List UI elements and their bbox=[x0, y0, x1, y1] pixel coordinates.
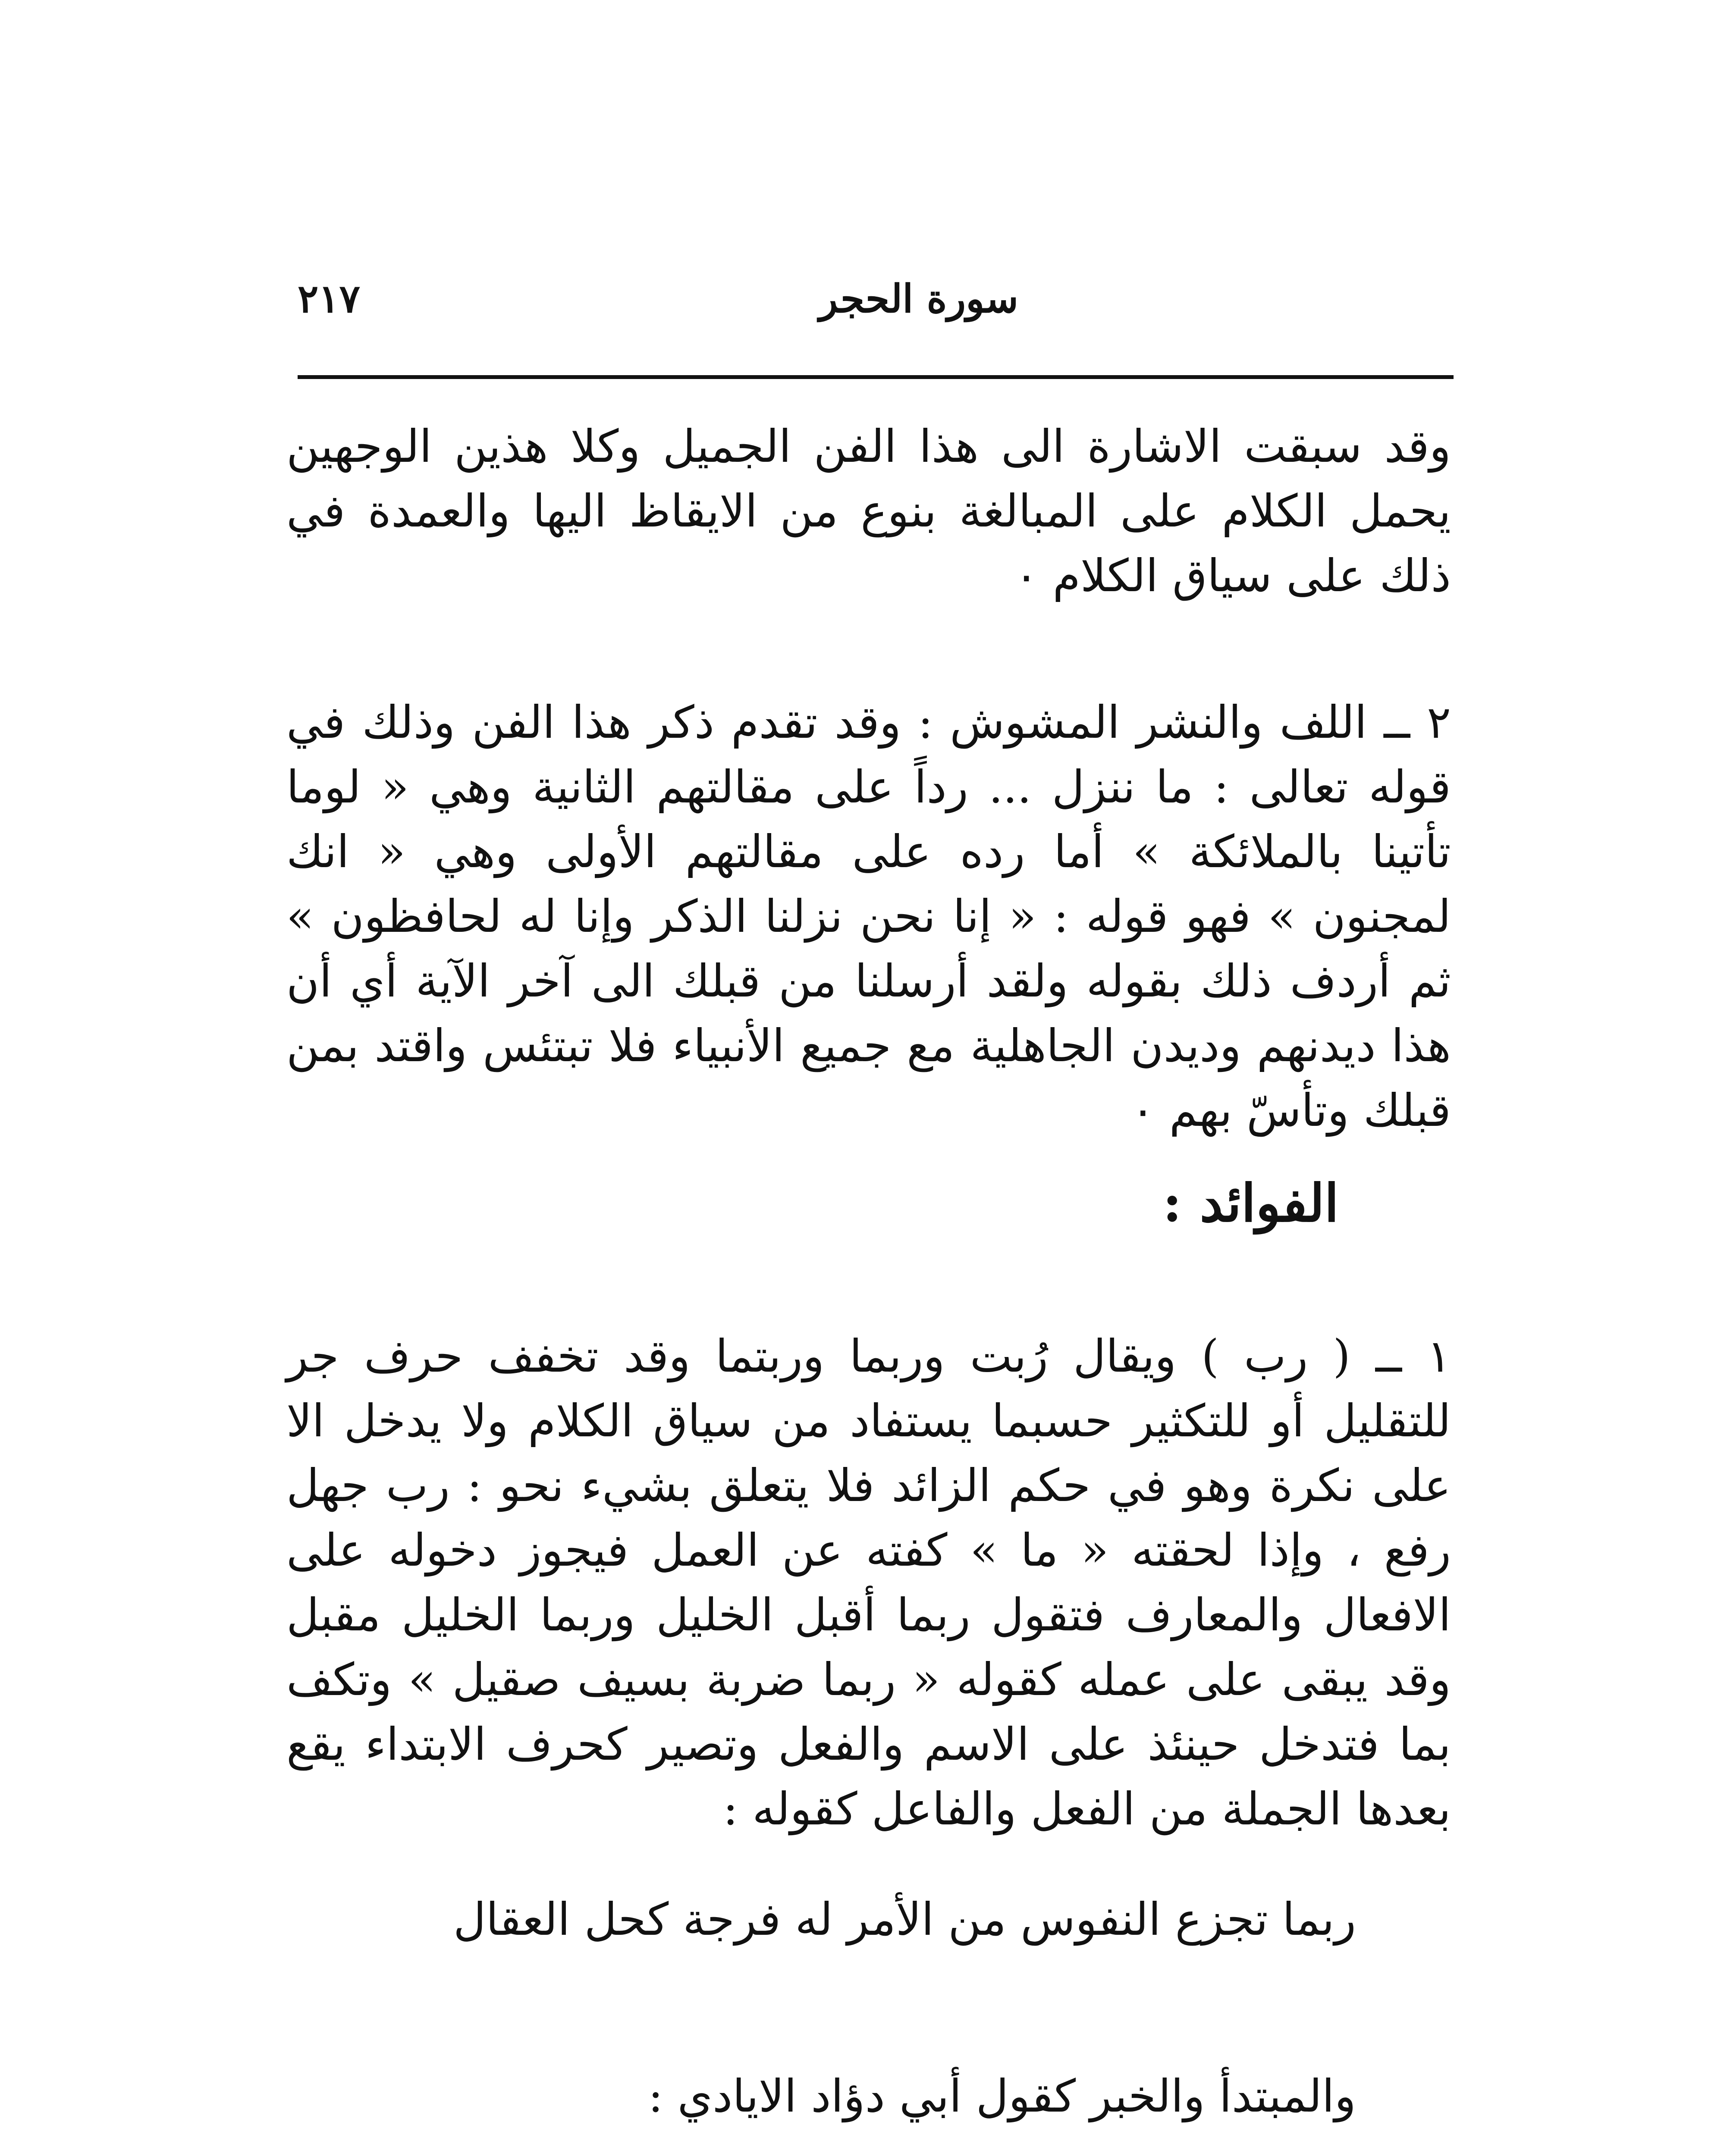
poetry-verse-1: ربما تجزع النفوس من الأمر له فرجة كحل العقال bbox=[453, 1893, 1356, 1946]
paragraph-rubba: ١ ــ ( رب ) ويقال رُبت وربما وربتما وقد تخفف حرف جر للتقليل أو للتكثير حسبما يستفاد من سياق الكلام ولا يدخل الا على نكرة وهو في حكم الزائد فلا يتعلق بشيء نحو : رب جهل رفع ، وإذا لحقته « ما » كفته عن العمل فيجوز دخوله على الافعال والمعارف فتقول ربما أقبل الخليل وربما الخليل مقبل وقد يبقى على عمله كقوله « ربما ضربة بسيف صقيل » وتكف بما فتدخل حينئذ على الاسم والفعل وتصير كحرف الابتداء يقع بعدها الجملة من الفعل والفاعل كقوله : bbox=[286, 1330, 1451, 1835]
verse-introduction: والمبتدأ والخبر كقول أبي دؤاد الايادي : bbox=[648, 2070, 1356, 2122]
page-header bbox=[298, 276, 1449, 332]
running-title: سورة الحجر bbox=[819, 276, 1019, 322]
page-number: ٢١٧ bbox=[298, 276, 361, 322]
header-rule bbox=[298, 375, 1454, 379]
section-heading-benefits: الفوائد : bbox=[1162, 1173, 1339, 1234]
paragraph-lafw-nashr: ٢ ــ اللف والنشر المشوش : وقد تقدم ذكر هذا الفن وذلك في قوله تعالى : ما ننزل ... رداً على مقالتهم الثانية وهي « لوما تأتينا بالملائكة » أما رده على مقالتهم الأولى وهي « انك لمجنون » فهو قوله : « إنا نحن نزلنا الذكر وإنا له لحافظون » ثم أردف ذلك بقوله ولقد أرسلنا من قبلك الى آخر الآية أي أن هذا ديدنهم وديدن الجاهلية مع جميع الأنبياء فلا تبتئس واقتد بمن قبلك وتأسّ بهم ٠ bbox=[286, 696, 1451, 1137]
paragraph-continuation: وقد سبقت الاشارة الى هذا الفن الجميل وكلا هذين الوجهين يحمل الكلام على المبالغة بنوع من الايقاظ اليها والعمدة في ذلك على سياق الكلام ٠ bbox=[286, 420, 1451, 602]
